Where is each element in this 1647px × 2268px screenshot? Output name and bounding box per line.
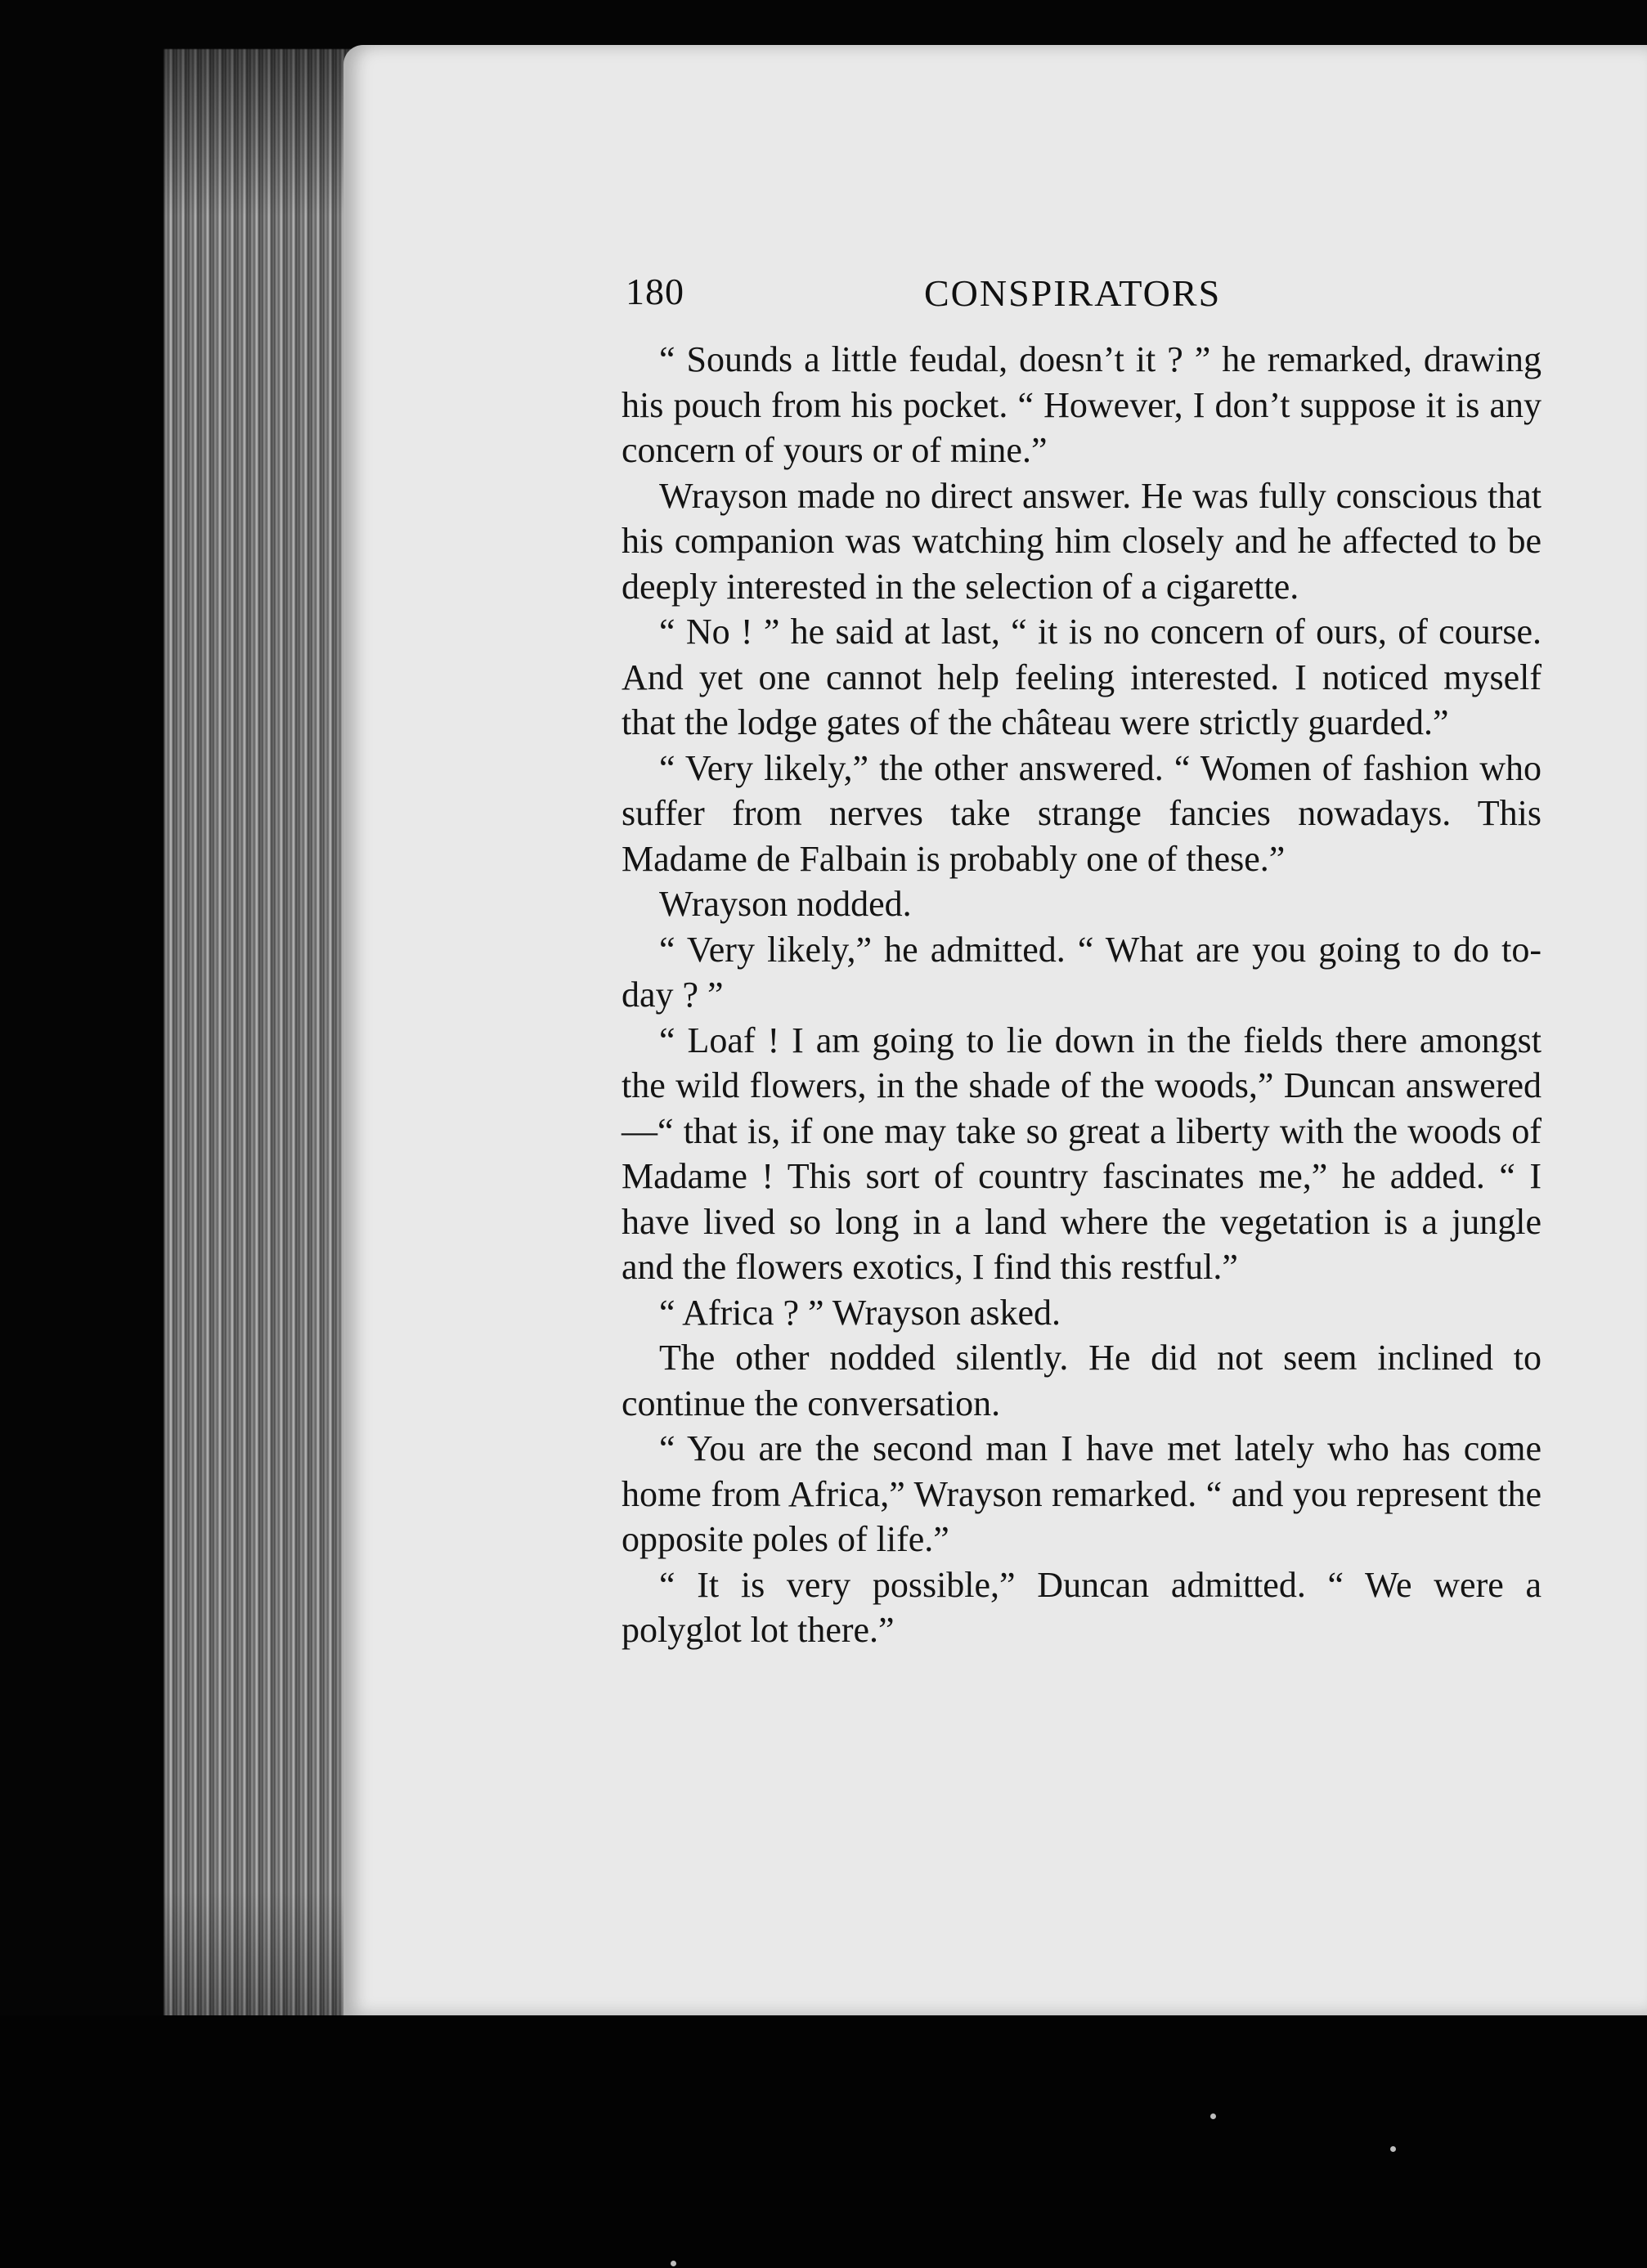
page-header	[626, 270, 1255, 319]
book-page-edges	[164, 49, 360, 2142]
paragraph: “ Loaf ! I am going to lie down in the fields there amongst the wild flowers, in the shade of the woods,” Duncan answered—“ that is, if one may take so great a liberty with the woods of Madame ! This sort of country fascinates me,” he added. “ I have lived so long in a land where the vegetation is a jungle and the flowers exotics, I find this restful.”	[622, 1020, 1542, 1287]
paragraph: Wrayson nodded.	[659, 884, 912, 924]
paragraph: “ Very likely,” the other answered. “ Women of fashion who suffer from nerves take strange fancies nowadays. This Madame de Falbain is probably one of these.”	[622, 747, 1542, 879]
body-text	[622, 337, 1542, 1653]
scan-speck	[1390, 2146, 1396, 2152]
paragraph: “ Sounds a little feudal, doesn’t it ? ” he remarked, drawing his pouch from his pocket. “ However, I don’t suppose it is any concern of yours or of mine.”	[622, 339, 1542, 470]
scan-speck	[671, 2261, 676, 2266]
paragraph: “ No ! ” he said at last, “ it is no concern of ours, of course. And yet one cannot help feeling interested. I noticed myself that the lodge gates of the château were strictly guarded.”	[622, 612, 1542, 742]
running-title: CONSPIRATORS	[924, 272, 1222, 314]
paragraph: The other nodded silently. He did not seem inclined to continue the conversation.	[622, 1338, 1542, 1423]
paragraph: “ Africa ? ” Wrayson asked.	[659, 1292, 1061, 1333]
paragraph: “ Very likely,” he admitted. “ What are you going to do to-day ? ”	[622, 929, 1542, 1015]
scan-speck	[1210, 2113, 1216, 2119]
paragraph: “ It is very possible,” Duncan admitted. “ We were a polyglot lot there.”	[622, 1564, 1542, 1650]
scan-bottom-margin	[0, 2015, 1647, 2268]
page-number: 180	[626, 271, 684, 312]
paragraph: Wrayson made no direct answer. He was fully conscious that his companion was watching him closely and he affected to be deeply interested in the selection of a cigarette.	[622, 475, 1542, 607]
paragraph: “ You are the second man I have met lately who has come home from Africa,” Wrayson remarked. “ and you represent the opposite poles of life.”	[622, 1428, 1542, 1559]
